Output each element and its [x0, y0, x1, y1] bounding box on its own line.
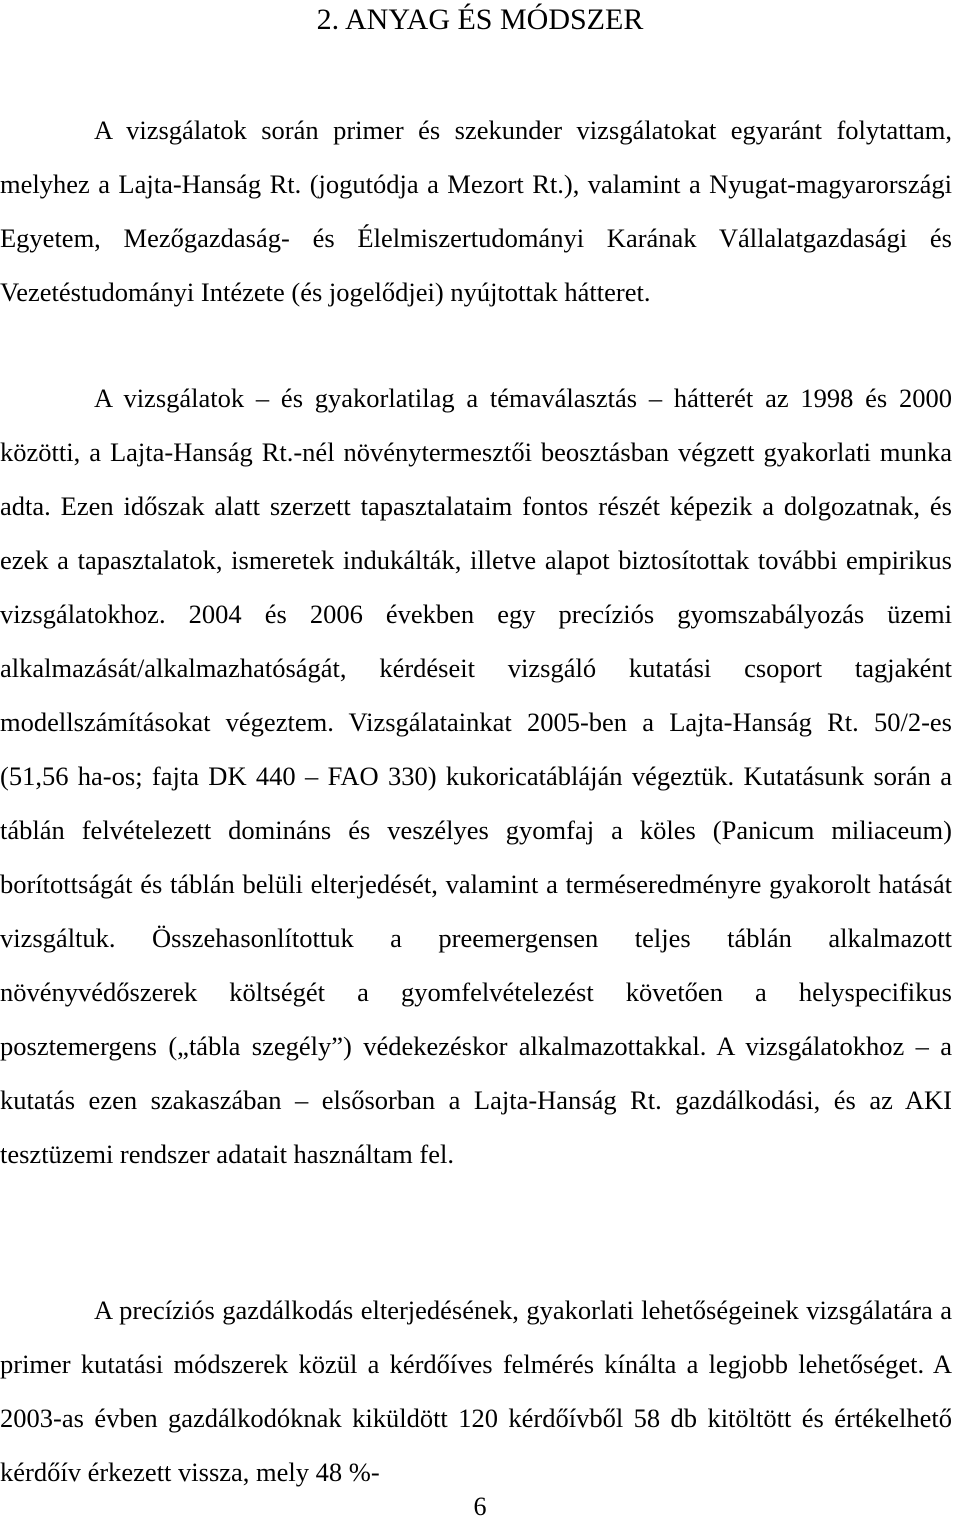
- section-heading: 2. ANYAG ÉS MÓDSZER: [316, 3, 644, 36]
- paragraph-survey: A precíziós gazdálkodás elterjedésének, gyakorlati lehetőségeinek vizsgálatára a primer kutatási módszerek közül a kérdőíves felmérés kínálta a legjobb lehetőséget. A 2003-as évben gazdálkodóknak kiküldött 120 kérdőívből 58 db kitöltött és értékelhető kérdőív érkezett vissza, mely 48 %-: [0, 1295, 952, 1487]
- paragraph-sources: A vizsgálatok során primer és szekunder vizsgálatokat egyaránt folytattam, melyhez a Lajta-Hanság Rt. (jogutódja a Mezort Rt.), valamint a Nyugat-magyarországi Egyetem, Mezőgazdaság- és Élelmiszertudományi Karának Vállalatgazdasági és Vezetéstudományi Intézete (és jogelődjei) nyújtottak hátteret.: [0, 115, 952, 307]
- paragraph-background: A vizsgálatok – és gyakorlatilag a témaválasztás – hátterét az 1998 és 2000 közötti, a Lajta-Hanság Rt.-nél növénytermesztői beosztásban végzett gyakorlati munka adta. Ezen időszak alatt szerzett tapasztalataim fontos részét képezik a dolgozatnak, és ezek a tapasztalatok, ismeretek indukálták, illetve alapot biztosítottak további empirikus vizsgálatokhoz. 2004 és 2006 években egy precíziós gyomszabályozás üzemi alkalmazását/alkalmazhatóságát, kérdéseit vizsgáló kutatási csoport tagjaként modellszámításokat végeztem. Vizsgálatainkat 2005-ben a Lajta-Hanság Rt. 50/2-es (51,56 ha-os; fajta DK 440 – FAO 330) kukoricatábláján végeztük. Kutatásunk során a táblán felvételezett domináns és veszélyes gyomfaj a köles (Panicum miliaceum) borítottságát és táblán belüli elterjedését, valamint a terméseredményre gyakorolt hatását vizsgáltuk. Összehasonlítottuk a preemergensen teljes táblán alkalmazott növényvédőszerek költségét a gyomfelvételezést követően a helyspecifikus posztemergens („tábla szegély”) védekezéskor alkalmazottakkal. A vizsgálatokhoz – a kutatás ezen szakaszában – elsősorban a Lajta-Hanság Rt. gazdálkodási, és az AKI tesztüzemi rendszer adatait használtam fel.: [0, 383, 952, 1169]
- page-number: 6: [473, 1492, 487, 1521]
